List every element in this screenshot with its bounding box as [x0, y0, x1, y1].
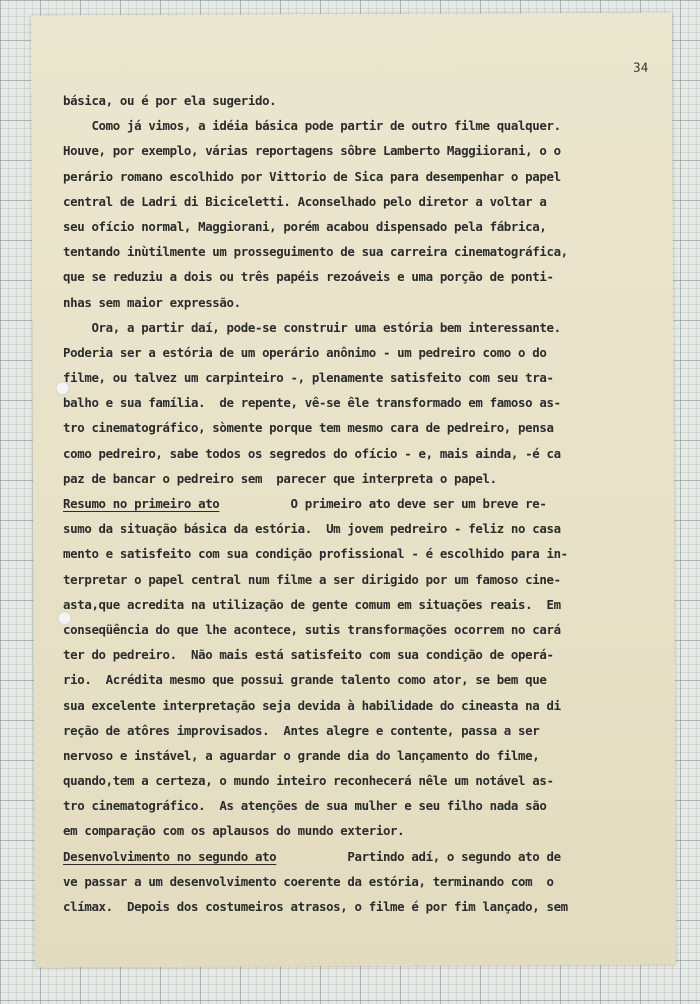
- text-line: [63, 793, 663, 818]
- line-text: ve passar a um desenvolvimento coerente da estória, terminando com o: [63, 873, 554, 889]
- text-line: [63, 768, 663, 793]
- line-text: em comparação com os aplausos do mundo exterior.: [63, 823, 405, 839]
- text-line: [63, 441, 663, 466]
- section-heading: Resumo no primeiro ato: [63, 496, 220, 511]
- line-text: balho e sua família. de repente, vê-se êle transformado em famoso as-: [63, 395, 561, 411]
- text-line: [63, 340, 663, 365]
- line-text: paz de bancar o pedreiro sem parecer que interpreta o papel.: [63, 470, 497, 486]
- line-text: terpretar o papel central num filme a ser dirigido por um famoso cine-: [63, 571, 561, 587]
- line-text: Como já vimos, a idéia básica pode partir de outro filme qualquer.: [63, 118, 561, 134]
- line-text: seu ofício normal, Maggiorani, porém acabou dispensado pela fábrica,: [63, 218, 547, 234]
- text-line: [63, 88, 663, 113]
- text-line: [63, 189, 663, 214]
- line-text: tro cinematográfico, sòmente porque tem mesmo cara de pedreiro, pensa: [63, 420, 554, 436]
- line-text: Ora, a partir daí, pode-se construir uma estória bem interessante.: [63, 319, 561, 335]
- text-line: [63, 164, 663, 189]
- text-line: [63, 894, 663, 919]
- line-text: asta,que acredita na utilização de gente comum em situações reais. Em: [63, 596, 561, 612]
- line-text: sumo da situação básica da estória. Um jovem pedreiro - feliz no casa: [63, 521, 561, 537]
- text-line: [63, 617, 663, 642]
- text-line: [63, 693, 663, 718]
- text-line: [63, 844, 663, 869]
- text-line: [63, 667, 663, 692]
- text-line: [63, 743, 663, 768]
- text-line: [63, 390, 663, 415]
- text-line: [63, 365, 663, 390]
- line-text: como pedreiro, sabe todos os segredos do ofício - e, mais ainda, -é ca: [63, 445, 561, 461]
- line-text: Partindo adí, o segundo ato de: [276, 848, 561, 864]
- text-line: [63, 818, 663, 843]
- line-text: filme, ou talvez um carpinteiro -, plenamente satisfeito com seu tra-: [63, 370, 554, 386]
- text-line: [63, 315, 663, 340]
- line-text: quando,tem a certeza, o mundo inteiro reconhecerá nêle um notável as-: [63, 773, 554, 789]
- line-text: Poderia ser a estória de um operário anônimo - um pedreiro como o do: [63, 344, 547, 360]
- line-text: clímax. Depois dos costumeiros atrasos, o filme é por fim lançado, sem: [63, 899, 568, 914]
- text-line: [63, 516, 663, 541]
- line-text: Houve, por exemplo, várias reportagens sôbre Lamberto Maggiiorani, o o: [63, 143, 561, 159]
- line-text: nervoso e instável, a aguardar o grande dia do lançamento do filme,: [63, 747, 540, 763]
- text-line: [63, 592, 663, 617]
- line-text: reção de atôres improvisados. Antes alegre e contente, passa a ser: [63, 722, 540, 738]
- line-text: rio. Acrédita mesmo que possui grande talento como ator, se bem que: [63, 672, 547, 688]
- page-number: 34: [633, 59, 649, 75]
- text-line: [63, 466, 663, 491]
- line-text: tro cinematográfico. As atenções de sua mulher e seu filho nada são: [63, 798, 547, 814]
- text-line: [63, 264, 663, 289]
- text-line: [63, 290, 663, 315]
- line-text: O primeiro ato deve ser um breve re-: [219, 496, 547, 511]
- text-line: [63, 718, 663, 743]
- text-line: [63, 869, 663, 894]
- line-text: que se reduziu a dois ou três papéis rezoáveis e uma porção de ponti-: [63, 269, 554, 285]
- line-text: mento e satisfeito com sua condição profissional - é escolhido para in-: [63, 546, 568, 562]
- line-text: sua excelente interpretação seja devida à habilidade do cineasta na di: [63, 697, 561, 713]
- section-heading: Desenvolvimento no segundo ato: [63, 848, 277, 864]
- text-line: [63, 239, 663, 264]
- text-line: [63, 415, 663, 440]
- text-line: [63, 138, 663, 163]
- line-text: básica, ou é por ela sugerido.: [63, 93, 277, 108]
- text-line: [63, 113, 663, 138]
- text-line: [63, 541, 663, 566]
- text-line: [63, 214, 663, 239]
- line-text: perário romano escolhido por Vittorio de Sica para desempenhar o papel: [63, 168, 561, 184]
- line-text: ter do pedreiro. Não mais está satisfeito com sua condição de operá-: [63, 647, 554, 663]
- line-text: tentando inùtilmente um prosseguimento de sua carreira cinematográfica,: [63, 244, 568, 260]
- line-text: central de Ladri di Biciceletti. Aconselhado pelo diretor a voltar a: [63, 193, 547, 209]
- line-text: conseqüência do que lhe acontece, sutis transformações ocorrem no cará: [63, 621, 561, 637]
- text-line: [63, 567, 663, 592]
- text-line: [63, 642, 663, 667]
- text-line: [63, 491, 663, 516]
- typewritten-text: [63, 88, 663, 919]
- line-text: nhas sem maior expressão.: [63, 294, 241, 310]
